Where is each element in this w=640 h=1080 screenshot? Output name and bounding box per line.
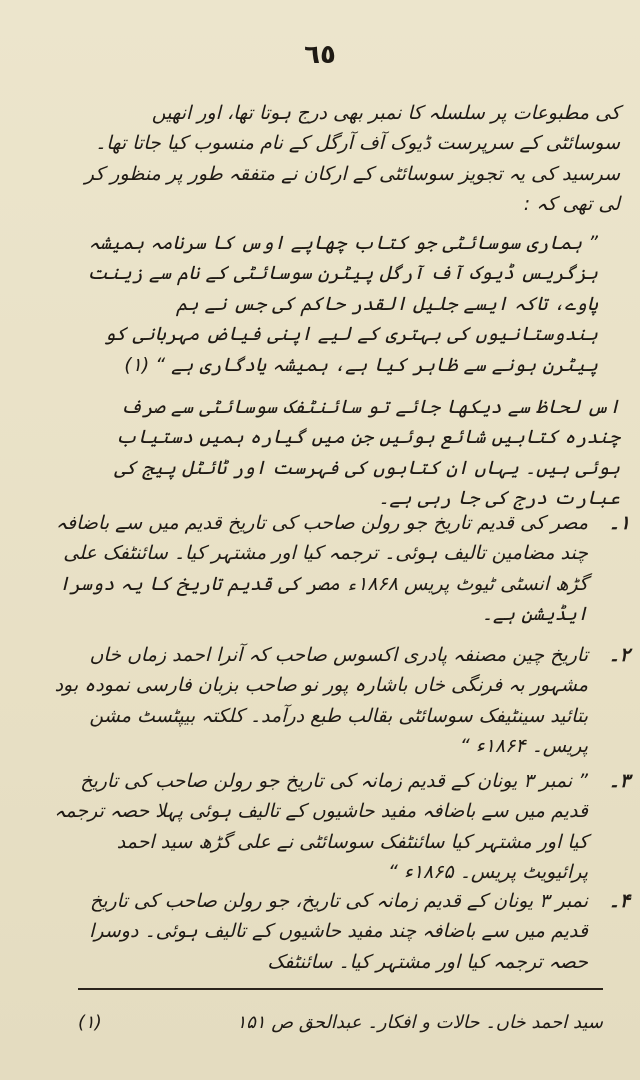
intro-paragraph <box>72 98 620 220</box>
list-item <box>50 766 630 888</box>
list-item-text: مصر کی قدیم تاریخ جو رولن صاحب کی تاریخ قدیم میں سے باضافہ چند مضامین تالیف ہوئی۔ ترجمہ کیا اور مشتہر کیا۔ سائنٹفک علی گڑھ انسٹی ٹیوٹ پریس ۱۸۶۸ء مصر کی قدیم تاریخ کا یہ دوسرا ایڈیشن ہے۔ <box>55 512 588 626</box>
list-item-number: ۱۔ <box>608 512 630 534</box>
list-item-number: ۲۔ <box>608 644 630 666</box>
quoted-passage <box>78 228 598 380</box>
footnote-text: سید احمد خاں۔ حالات و افکار۔ عبدالحق ص ۱۵۱ <box>236 1012 603 1033</box>
list-item <box>50 886 630 977</box>
list-item-text: تاریخ چین مصنفہ پادری اکسوس صاحب کہ آنرا احمد زماں خاں مشہور بہ فرنگی خاں باشارہ پور نو صاحب بزبان فارسی نمودہ بود بتائید سینٹیفک سوسائٹی بقالب طبع درآمد۔ کلکتہ بیپٹسٹ مشن پریس۔ ۱۸۶۴ء “ <box>54 644 588 758</box>
intro-text: کی مطبوعات پر سلسلہ کا نمبر بھی درج ہوتا تھا، اور انھیں سوسائٹی کے سرپرست ڈیوک آف آرگل کے نام منسوب کیا جاتا تھا۔ سرسید کی یہ تجویز سوسائٹی کے ارکان نے متفقہ طور پر منظور کر لی تھی کہ : <box>84 102 620 216</box>
list-item-number: ۳۔ <box>608 770 630 792</box>
page-number: ٦٥ <box>304 40 336 70</box>
list-item <box>50 508 630 630</box>
body-paragraph <box>72 392 620 514</box>
quote-text: ” ہماری سوسائٹی جو کتاب چھاپے اوس کا سرنامہ ہمیشہ ہزگریس ڈیوک آف آرگل پیٹرن سوسائٹی کے نام سے زینت پاوے، تاکہ ایسے جلیل القدر حاکم کی جس نے ہم ہندوستانیوں کی بہتری کے لیے اپنی فیاض مہربانی کو پیٹرن ہونے سے ظاہر کیا ہے، ہمیشہ یادگاری ہے “ (۱) <box>87 232 598 376</box>
list-item-number: ۴۔ <box>608 890 630 912</box>
footnote <box>78 1012 603 1033</box>
list-item <box>50 640 630 762</box>
footnote-divider <box>78 988 603 990</box>
paragraph-text: اس لحاظ سے دیکھا جائے تو سائنٹفک سوسائٹی سے صرف چندرہ کتابیں شائع ہوئیں جن میں گیارہ ہمیں دستیاب ہوئی ہیں۔ یہاں ان کتابوں کی فہرست اور ٹائٹل پیج کی عبارت درج کی جا رہی ہے۔ <box>114 396 620 510</box>
footnote-number: (۱) <box>78 1012 102 1033</box>
list-item-text: نمبر ۳ یونان کے قدیم زمانہ کی تاریخ، جو رولن صاحب کی تاریخ قدیم میں سے باضافہ چند مفید حاشیوں کے تالیف ہوئی۔ دوسرا حصہ ترجمہ کیا اور مشتہر کیا۔ سائنٹفک <box>89 890 588 973</box>
list-item-text: ” نمبر ۳ یونان کے قدیم زمانہ کی تاریخ جو رولن صاحب کی تاریخ قدیم میں سے باضافہ مفید حاشیوں کے تالیف ہوئی پہلا حصہ ترجمہ کیا اور مشتہر کیا سائنٹفک سوسائٹی نے علی گڑھ سید احمد پرائیویٹ پریس۔ ۱۸۶۵ء “ <box>54 770 588 884</box>
